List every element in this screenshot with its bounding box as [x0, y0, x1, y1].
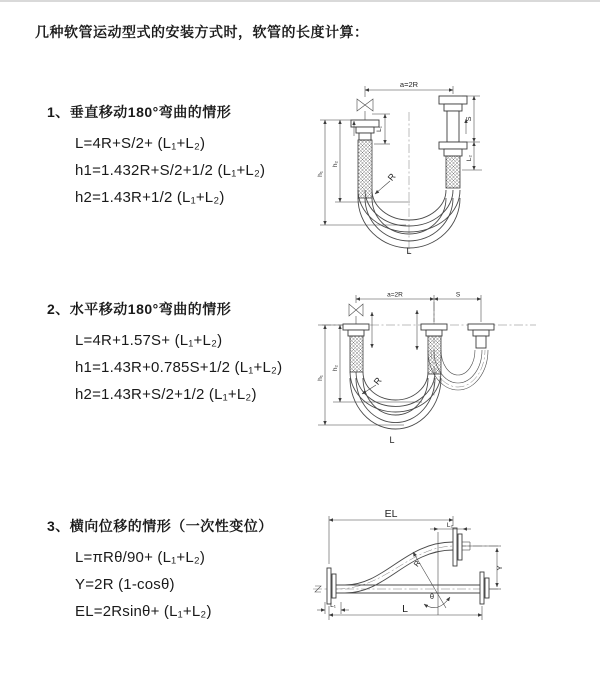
diagram-horizontal-180-bend [308, 290, 592, 462]
label-h2: h₂ [332, 364, 339, 372]
formula-el: EL=2Rsinθ+ (L₁+L₂) [75, 603, 212, 620]
formula-h1: h1=1.432R+S/2+1/2 (L₁+L₂) [75, 162, 266, 179]
section-3-heading: 3、横向位移的情形（一次性变位） [47, 518, 273, 534]
section-3 [47, 516, 273, 625]
flange [351, 120, 379, 127]
upper-flange-displaced [453, 528, 470, 566]
label-el: EL [384, 508, 398, 520]
label-h1: h₁ [317, 375, 324, 381]
label-l: L [402, 603, 408, 615]
label-s: S [464, 116, 473, 122]
flange [444, 149, 462, 156]
flange [444, 104, 462, 111]
label-l1: L₁ [376, 126, 383, 132]
dimension-h2 [333, 325, 422, 402]
label-y: Y [495, 565, 504, 571]
section-3-formulas [47, 544, 273, 625]
diagram-vertical-180-bend [310, 72, 590, 262]
diagram-lateral-displacement [305, 502, 600, 662]
label-r: R [385, 171, 398, 183]
section-1 [47, 102, 265, 211]
label-l1: L₁ [330, 602, 336, 609]
dimension-el [329, 516, 453, 564]
angle-arc [424, 597, 450, 608]
formula-h2: h2=1.43R+S/2+1/2 (L₁+L₂) [75, 386, 257, 403]
formula-h2: h2=1.43R+1/2 (L₁+L₂) [75, 189, 225, 206]
section-1-heading: 1、垂直移动180°弯曲的情形 [47, 104, 232, 120]
label-l: L [389, 435, 395, 445]
right-pipe-assembly-displaced [468, 324, 494, 348]
flange [348, 330, 364, 336]
label-s: S [455, 291, 461, 299]
formula-y: Y=2R (1-cosθ) [75, 576, 175, 593]
label-a-2r: a=2R [387, 291, 403, 299]
label-l2: L₂ [446, 522, 454, 529]
left-flange [327, 568, 336, 604]
page-title: 几种软管运动型式的安装方式时，软管的长度计算： [35, 24, 369, 40]
formula-l: L=4R+S/2+ (L₁+L₂) [75, 135, 206, 152]
label-h2: h₂ [332, 160, 339, 168]
pipe-neck [359, 133, 371, 140]
flange [343, 324, 369, 330]
flange [439, 96, 467, 104]
formula-h1: h1=1.43R+0.785S+1/2 (L₁+L₂) [75, 359, 283, 376]
radius-leader [375, 181, 390, 194]
flange [439, 142, 467, 149]
formula-l: L=4R+1.57S+ (L₁+L₂) [75, 332, 223, 349]
middle-pipe-assembly [421, 324, 447, 374]
section-2 [47, 299, 282, 408]
valve-icon [349, 304, 363, 324]
braided-hose [350, 336, 363, 372]
flange [426, 330, 442, 336]
valve-icon [357, 99, 373, 120]
label-h1: h₁ [317, 171, 324, 177]
flange [356, 127, 374, 133]
braided-hose [358, 140, 372, 198]
section-2-formulas [47, 327, 282, 408]
label-a-2r: a=2R [399, 80, 419, 89]
flange [421, 324, 447, 330]
label-l2: L₂ [466, 154, 473, 162]
right-flange [480, 572, 489, 604]
label-theta: θ [429, 592, 435, 601]
pipe-stub [476, 336, 486, 348]
dimension-s [434, 295, 481, 322]
section-1-formulas [47, 130, 265, 211]
label-r: R [371, 375, 384, 387]
hose-arcs [350, 372, 441, 429]
braided-hose [428, 336, 441, 374]
label-l: L [406, 246, 412, 256]
label-r: R [411, 558, 423, 569]
dimension-a-2r [356, 295, 434, 322]
left-pipe-assembly [343, 304, 369, 372]
formula-l: L=πRθ/90+ (L₁+L₂) [75, 549, 206, 566]
flange [468, 324, 494, 330]
hose-centerline [336, 546, 455, 589]
section-2-heading: 2、水平移动180°弯曲的情形 [47, 301, 232, 317]
flange [473, 330, 489, 336]
braided-hose [446, 156, 460, 188]
pipe-neck [447, 111, 459, 142]
